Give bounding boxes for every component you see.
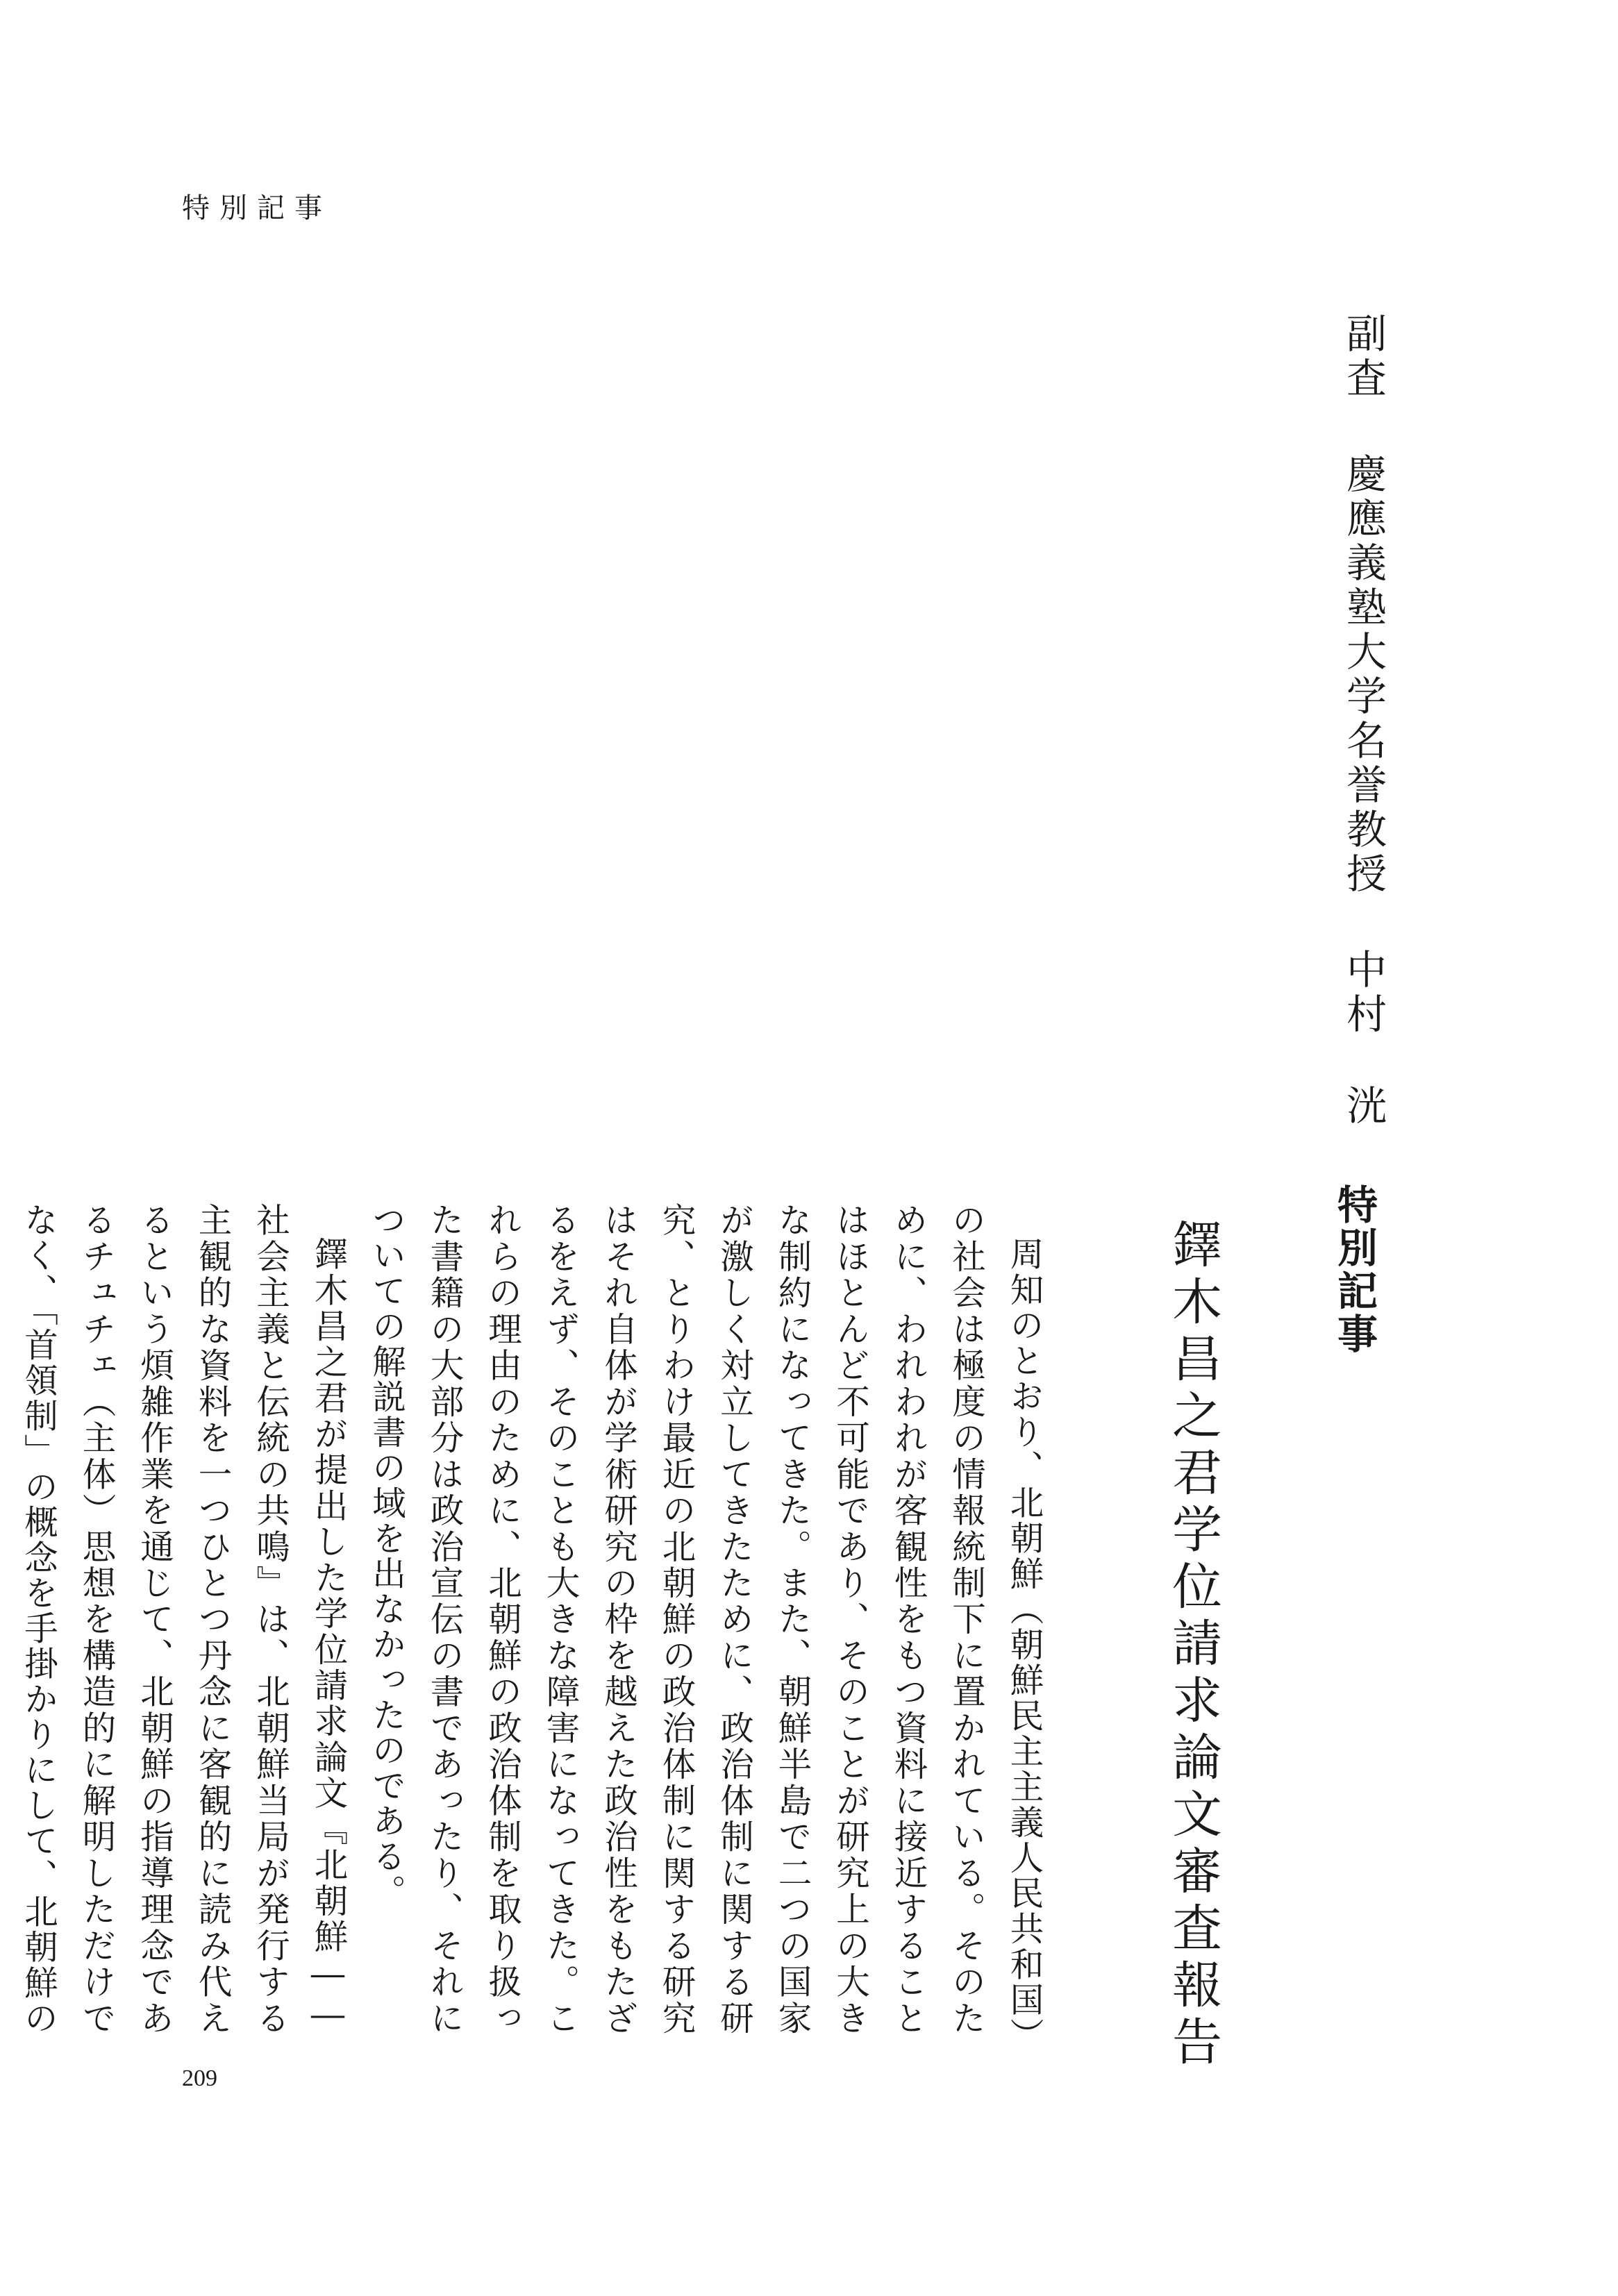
section-label: 特別記事 [1331, 1184, 1378, 1356]
reviewer-role: 副査 [1340, 312, 1387, 401]
running-head: 特別記事 [182, 192, 332, 224]
article-title: 鐸木昌之君学位請求論文審査報告 [1164, 1218, 1222, 2072]
body-paragraph: 周知のとおり、北朝鮮（朝鮮民主主義人民共和国）の社会は極度の情報統制下に置かれている。そのために、われわれが客観性をもつ資料に接近することはほとんど不可能であり、そのことが研究上の大きな制約になってきた。また、朝鮮半島で二つの国家が激しく対立してきたために、政治体制に関する研究、とりわけ最近の北朝鮮の政治体制に関する研究はそれ自体が学術研究の枠を越えた政治性をもたざるをえず、そのことも大きな障害になってきた。これらの理由のために、北朝鮮の政治体制を取り扱った書籍の大部分は政治宣伝の書であったり、それについての解説書の域を出なかったのである。 [366, 1203, 1043, 2036]
page-number: 209 [182, 2065, 217, 2091]
reviewer-affiliation: 慶應義塾大学名誉教授 [1340, 453, 1387, 897]
reviewer-byline [1340, 312, 1387, 1129]
article-body [0, 1203, 1052, 2036]
reviewer-surname: 中村 [1340, 948, 1387, 1037]
body-paragraph: 鐸木昌之君が提出した学位請求論文『北朝鮮――社会主義と伝統の共鳴』は、北朝鮮当局が発行する主観的な資料を一つひとつ丹念に客観的に読み代えるという煩雑作業を通じて、北朝鮮の指導理念であるチュチェ（主体）思想を構造的に解明しただけでなく、「首領制」の概念を手掛かりにして、北朝鮮の [18, 1203, 347, 2036]
reviewer-given-name: 洸 [1340, 1084, 1387, 1129]
